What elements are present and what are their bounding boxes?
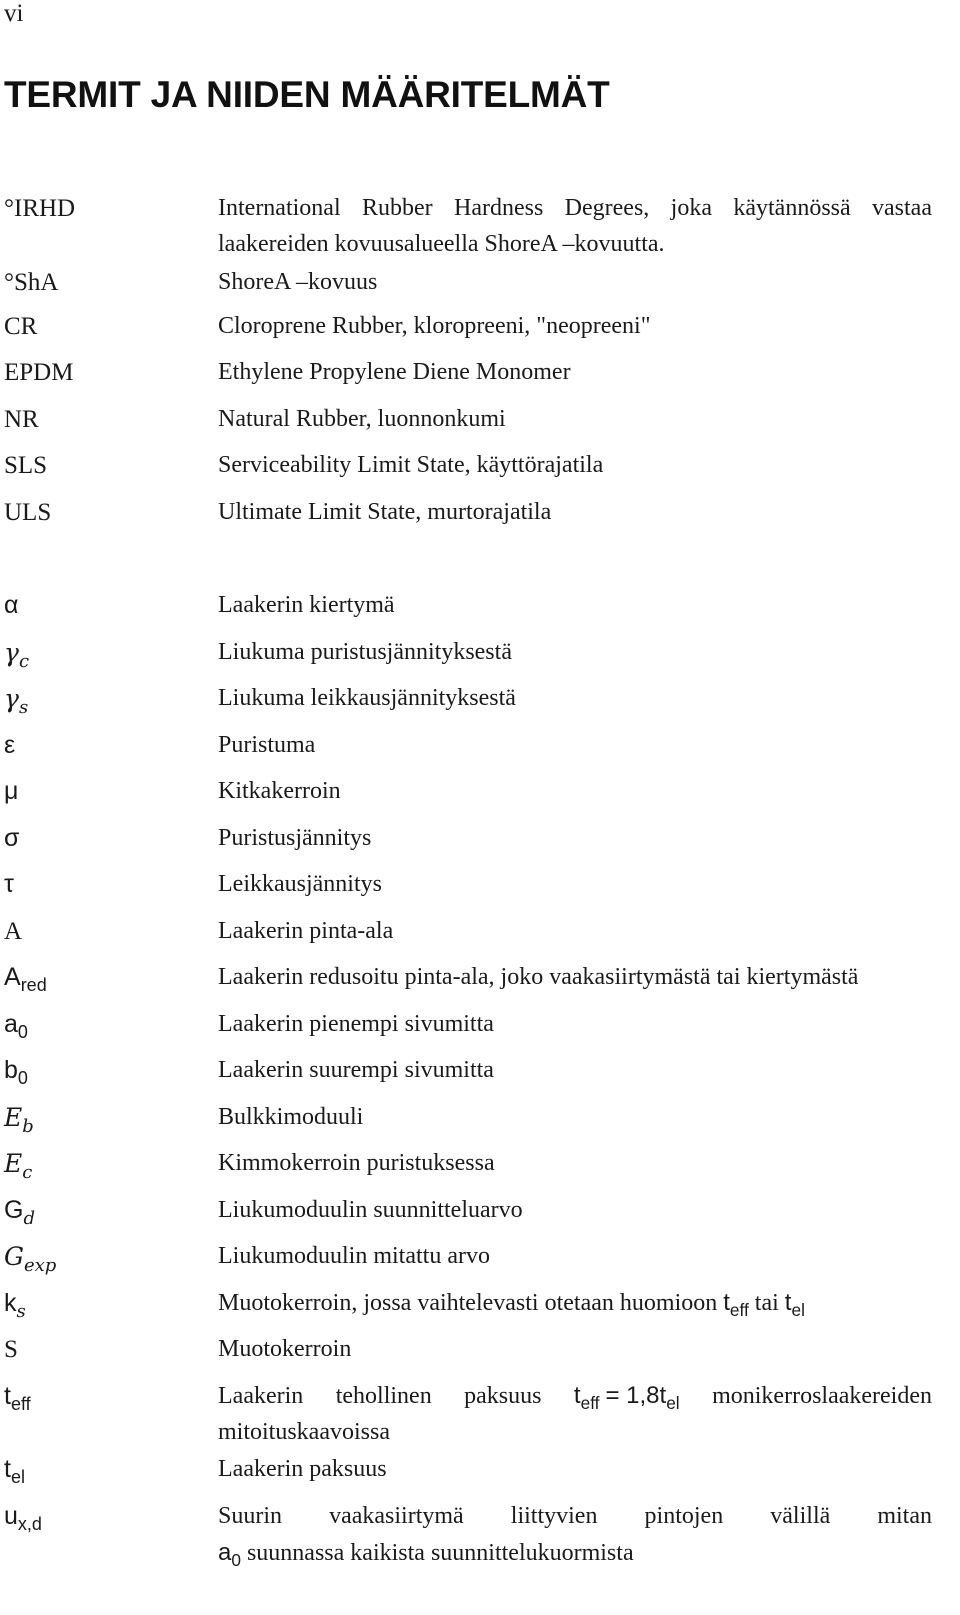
symbol-base: u <box>4 1502 18 1530</box>
symbol-term <box>4 684 29 718</box>
symbol-definition-continued: $a_0$ suunnassa kaikista suunnittelukuormista <box>218 1539 634 1570</box>
symbol-definition: Laakerin suurempi sivumitta <box>218 1057 494 1083</box>
abbr-term: °IRHD <box>4 195 76 222</box>
symbol-base: b <box>4 1056 18 1084</box>
symbol-definition: Liukumoduulin suunnitteluarvo <box>218 1197 523 1223</box>
symbol-subscript: s <box>16 1300 26 1322</box>
symbol-definition: Leikkausjännitys <box>218 871 382 897</box>
symbol-definition: Laakerin kiertymä <box>218 592 395 618</box>
symbol-definition: Puristusjännitys <box>218 825 372 851</box>
abbr-definition-continued: laakereiden kovuusalueella ShoreA –kovuutta. <box>218 231 665 257</box>
abbr-term: SLS <box>4 452 48 479</box>
symbol-base: γ <box>4 684 19 713</box>
symbol-definition: Liukuma leikkausjännityksestä <box>218 685 516 711</box>
symbol-subscript: 0 <box>17 1067 28 1088</box>
symbol-subscript: s <box>18 696 29 718</box>
symbol-definition: Laakerin tehollinen paksuus $t_{eff} = 1,8t_{el}$ monikerroslaakereiden <box>218 1382 932 1413</box>
symbol-base: ε <box>4 731 16 759</box>
symbol-term <box>4 1382 31 1414</box>
symbol-term <box>4 826 19 851</box>
symbol-subscript: b <box>22 1115 34 1137</box>
symbol-term <box>4 1455 25 1487</box>
abbr-term: °ShA <box>4 269 59 296</box>
abbr-definition: Serviceability Limit State, käyttörajatila <box>218 452 604 478</box>
symbol-term <box>4 872 14 897</box>
symbol-term <box>4 1502 42 1534</box>
symbol-term <box>4 1149 33 1183</box>
abbr-definition: ShoreA –kovuus <box>218 269 378 295</box>
symbol-definition: Muotokerroin, jossa vaihtelevasti otetaan huomioon $t_{eff}$ tai $t_{el}$ <box>218 1289 805 1320</box>
symbol-term <box>4 593 18 618</box>
symbol-base: A <box>4 918 23 945</box>
symbol-base: G <box>4 1196 24 1224</box>
abbr-term: ULS <box>4 499 52 526</box>
symbol-definition: Muotokerroin <box>218 1336 352 1362</box>
symbol-base: τ <box>4 870 14 898</box>
symbol-definition: Liukuma puristusjännityksestä <box>218 639 512 665</box>
page-title: TERMIT JA NIIDEN MÄÄRITELMÄT <box>4 74 610 115</box>
symbol-term <box>4 919 22 944</box>
page-number: vi <box>4 0 24 27</box>
symbol-definition: Suurin vaakasiirtymä liittyvien pintojen välillä mitan <box>218 1503 932 1529</box>
symbol-term <box>4 638 30 672</box>
symbol-definition: Bulkkimoduuli <box>218 1104 364 1130</box>
symbol-term <box>4 779 18 804</box>
symbol-subscript: x,d <box>17 1513 42 1534</box>
abbr-term: CR <box>4 313 38 340</box>
symbol-subscript: d <box>23 1207 35 1229</box>
symbol-base: A <box>4 963 21 991</box>
symbol-base: E <box>4 1149 23 1178</box>
symbol-term <box>4 1196 35 1229</box>
symbol-base: γ <box>4 638 19 667</box>
symbol-base: E <box>4 1103 23 1132</box>
symbol-definition: Laakerin pienempi sivumitta <box>218 1011 494 1037</box>
symbol-subscript: el <box>10 1466 25 1487</box>
symbol-term <box>4 733 15 758</box>
symbol-definition: Kitkakerroin <box>218 778 341 804</box>
symbol-term <box>4 1242 57 1276</box>
symbol-subscript: c <box>22 1161 33 1183</box>
symbol-term <box>4 1289 26 1322</box>
symbol-base: t <box>4 1455 11 1483</box>
symbol-term <box>4 963 47 995</box>
symbol-base: G <box>4 1242 24 1271</box>
abbr-definition: Ultimate Limit State, murtorajatila <box>218 499 552 525</box>
abbr-term: NR <box>4 406 39 433</box>
symbol-term <box>4 1010 28 1042</box>
symbol-base: t <box>4 1382 11 1410</box>
symbol-base: μ <box>4 777 19 805</box>
symbol-subscript: red <box>20 974 47 995</box>
symbol-definition: Puristuma <box>218 732 316 758</box>
symbol-base: k <box>4 1289 17 1317</box>
symbol-term <box>4 1337 18 1362</box>
symbol-definition-continued: mitoituskaavoissa <box>218 1419 390 1445</box>
abbr-term: EPDM <box>4 359 74 386</box>
symbol-definition: Laakerin paksuus <box>218 1456 387 1482</box>
abbr-definition: Ethylene Propylene Diene Monomer <box>218 359 571 385</box>
symbol-subscript: exp <box>23 1254 57 1276</box>
abbr-definition: Cloroprene Rubber, kloropreeni, "neopreeni" <box>218 313 651 339</box>
symbol-subscript: eff <box>10 1393 31 1414</box>
symbol-term <box>4 1056 28 1088</box>
abbr-definition: Natural Rubber, luonnonkumi <box>218 406 506 432</box>
symbol-base: S <box>4 1336 18 1363</box>
symbol-definition: Liukumoduulin mitattu arvo <box>218 1243 490 1269</box>
abbr-definition: International Rubber Hardness Degrees, joka käytännössä vastaa <box>218 195 932 221</box>
symbol-subscript: 0 <box>17 1021 28 1042</box>
symbol-definition: Laakerin pinta-ala <box>218 918 394 944</box>
symbol-term <box>4 1103 34 1137</box>
symbol-base: α <box>4 591 19 619</box>
symbol-base: σ <box>4 824 20 852</box>
symbol-definition: Laakerin redusoitu pinta-ala, joko vaakasiirtymästä tai kiertymästä <box>218 964 859 990</box>
symbol-definition: Kimmokerroin puristuksessa <box>218 1150 495 1176</box>
symbol-subscript: c <box>18 650 30 672</box>
symbol-base: a <box>4 1010 18 1038</box>
